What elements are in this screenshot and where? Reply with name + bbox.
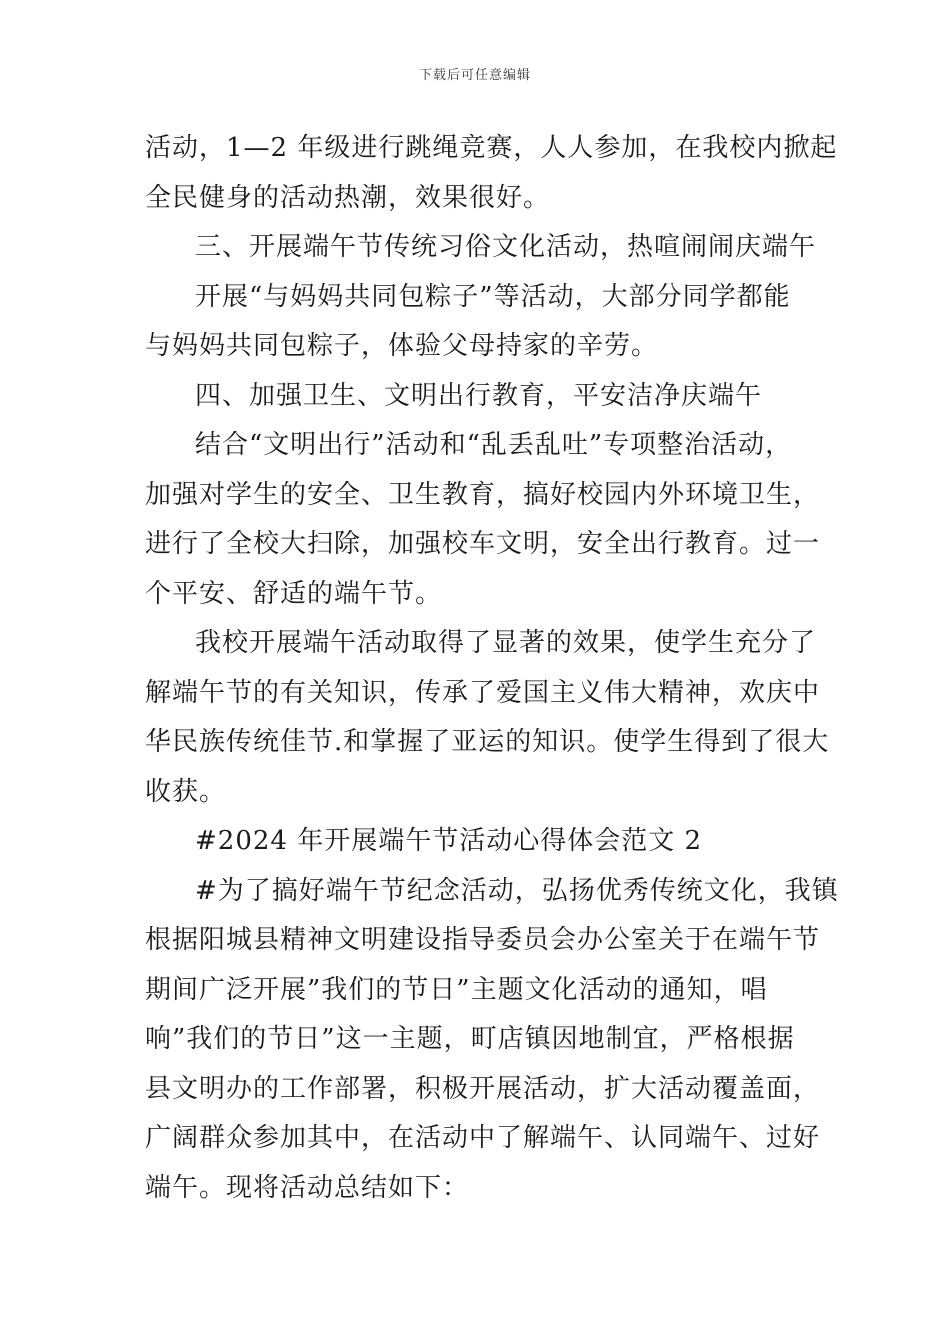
text-line: #2024 年开展端午节活动心得体会范文 2 xyxy=(195,826,703,856)
text-line: 活动，1—2 年级进行跳绳竞赛，人人参加，在我校内掀起 xyxy=(145,133,838,163)
text-line: 我校开展端午活动取得了显著的效果，使学生充分了 xyxy=(195,628,817,658)
text-line: 全民健身的活动热潮，效果很好。 xyxy=(145,182,551,213)
text-line: 县文明办的工作部署，积极开展活动，扩大活动覆盖面， xyxy=(145,1073,821,1104)
text-line: 期间广泛开展”我们的节日”主题文化活动的通知，唱 xyxy=(145,974,768,1005)
text-line: 四、加强卫生、文明出行教育，平安洁净庆端午 xyxy=(195,380,763,411)
text-line: 广阔群众参加其中，在活动中了解端午、认同端午、过好 xyxy=(145,1123,821,1153)
text-line: 华民族传统佳节.和掌握了亚运的知识。使学生得到了很大 xyxy=(145,727,830,757)
text-line: 与妈妈共同包粽子，体验父母持家的辛劳。 xyxy=(145,331,659,361)
text-line: 端午。现将活动总结如下： xyxy=(145,1172,470,1203)
text-line: 三、开展端午节传统习俗文化活动，热喧闹闹庆端午 xyxy=(195,232,817,262)
text-line: 进行了全校大扫除，加强校车文明，安全出行教育。过一 xyxy=(145,529,821,559)
text-line: 根据阳城县精神文明建设指导委员会办公室关于在端午节 xyxy=(145,925,821,955)
text-line: 解端午节的有关知识，传承了爱国主义伟大精神，欢庆中 xyxy=(145,677,821,708)
page-header: 下载后可任意编辑 xyxy=(418,68,531,83)
text-line: 加强对学生的安全、卫生教育，搞好校园内外环境卫生， xyxy=(145,479,821,510)
text-line: 结合“文明出行”活动和“乱丢乱吐”专项整治活动， xyxy=(195,430,793,460)
text-line: 收获。 xyxy=(145,776,227,807)
text-line: 个平安、舒适的端午节。 xyxy=(145,578,443,609)
text-line: 响”我们的节日”这一主题，町店镇因地制宜，严格根据 xyxy=(145,1024,795,1054)
text-line: 开展“与妈妈共同包粽子”等活动，大部分同学都能 xyxy=(195,281,791,312)
document-body xyxy=(145,124,839,1213)
text-line: #为了搞好端午节纪念活动，弘扬优秀传统文化，我镇 xyxy=(195,875,839,906)
